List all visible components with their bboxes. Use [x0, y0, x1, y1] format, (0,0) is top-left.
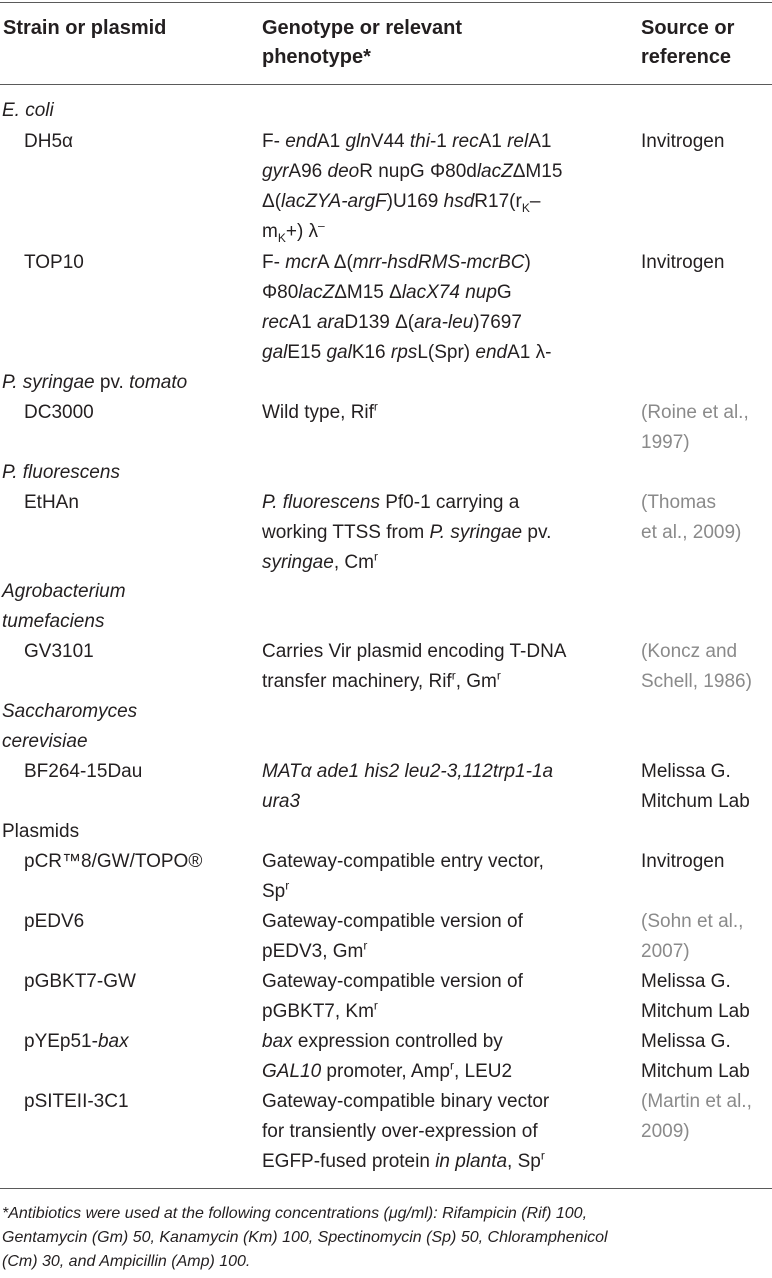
group-plasmids: Plasmids	[2, 821, 80, 842]
row-psite-source[interactable]: (Martin et al., 2009)	[641, 1091, 752, 1142]
row-bf264-name: BF264-15Dau	[24, 761, 143, 782]
row-bf264-source: Melissa G. Mitchum Lab	[641, 761, 750, 812]
row-gv3101-source[interactable]: (Koncz and Schell, 1986)	[641, 641, 752, 692]
row-pcr8-name: pCR™8/GW/TOPO®	[24, 851, 203, 872]
header-source-line1: Source or	[641, 17, 735, 39]
row-pyep51-source: Melissa G. Mitchum Lab	[641, 1031, 750, 1082]
row-ethan-genotype: P. fluorescens Pf0-1 carrying a working TTSS from P. syringae pv. syringae, Cm$^r$	[262, 492, 552, 573]
row-psite-genotype: Gateway-compatible binary vector for transiently over-expression of EGFP-fused protein in planta, Sp$^r$	[262, 1091, 550, 1172]
row-top10-name: TOP10	[24, 252, 84, 273]
group-pst: P. syringae pv. tomato	[2, 372, 188, 393]
header-genotype-line2: phenotype*	[262, 46, 371, 68]
top-rule	[0, 2, 772, 3]
row-pedv6-genotype: Gateway-compatible version of pEDV3, Gm$^r$	[262, 911, 523, 962]
header-source-line2: reference	[641, 46, 732, 68]
row-dc3000-source[interactable]: (Roine et al., 1997)	[641, 402, 749, 453]
row-pyep51-genotype: bax expression controlled by GAL10 promoter, Amp$^r$, LEU2	[262, 1031, 513, 1082]
row-ethan-name: EtHAn	[24, 492, 79, 513]
footnote-line-3: (Cm) 30, and Ampicillin (Amp) 100.	[2, 1253, 251, 1270]
header-source	[641, 14, 734, 72]
row-pedv6-source[interactable]: (Sohn et al., 2007)	[641, 911, 744, 962]
table-footnote	[2, 1202, 770, 1274]
row-gv3101-genotype: Carries Vir plasmid encoding T-DNA transfer machinery, Rif$^r$, Gm$^r$	[262, 641, 567, 692]
row-pgbkt7-source: Melissa G. Mitchum Lab	[641, 971, 750, 1022]
header-genotype	[262, 14, 462, 72]
row-pcr8-source: Invitrogen	[641, 851, 725, 872]
row-dh5a-genotype: F- endA1 glnV44 thi-1 recA1 relA1 gyrA96 deoR nupG Φ80dlacZΔM15 Δ(lacZYA-argF)U169 $hsdR17(r_K-$ $m_K+$) λ–	[262, 131, 563, 245]
row-bf264-genotype: MATα ade1 his2 leu2-3,112trp1-1a ura3	[262, 761, 554, 812]
row-dc3000-name: DC3000	[24, 402, 94, 423]
row-pedv6-name: pEDV6	[24, 911, 85, 932]
row-dh5a-source: Invitrogen	[641, 131, 725, 152]
row-pyep51-name: pYEp51-bax	[24, 1031, 129, 1052]
row-gv3101-name: GV3101	[24, 641, 94, 662]
group-agro: Agrobacterium tumefaciens	[2, 581, 126, 632]
row-ethan-source[interactable]: (Thomas et al., 2009)	[641, 492, 742, 543]
group-pf: P. fluorescens	[2, 462, 120, 483]
row-top10-source: Invitrogen	[641, 252, 725, 273]
row-dc3000-genotype: Wild type, Rif$^r$	[262, 399, 378, 423]
row-top10-genotype: F- mcrA Δ(mrr-hsdRMS-mcrBC) Φ80lacZΔM15 ΔlacX74 nupG recA1 araD139 Δ(ara-leu)7697 galE15 galK16 rpsL(Spr) endA1 λ-	[262, 252, 552, 363]
group-ecoli: E. coli	[2, 100, 54, 121]
row-pgbkt7-name: pGBKT7-GW	[24, 971, 136, 992]
header-rule	[0, 84, 772, 85]
row-pcr8-genotype: Gateway-compatible entry vector, Sp$^r$	[262, 851, 544, 902]
header-strain: Strain or plasmid	[3, 17, 167, 39]
row-pgbkt7-genotype: Gateway-compatible version of pGBKT7, Km$^r$	[262, 971, 523, 1022]
row-psite-name: pSITEII-3C1	[24, 1091, 129, 1112]
footnote-line-1: *Antibiotics were used at the following concentrations (μg/ml): Rifampicin (Rif) 100,	[2, 1205, 588, 1222]
row-dh5a-name: DH5α	[24, 131, 73, 152]
group-sacch: Saccharomyces cerevisiae	[2, 701, 138, 752]
header-genotype-line1: Genotype or relevant	[262, 17, 463, 39]
footnote-line-2: Gentamycin (Gm) 50, Kanamycin (Km) 100, Spectinomycin (Sp) 50, Chloramphenicol	[2, 1229, 608, 1246]
bottom-rule	[0, 1188, 772, 1189]
